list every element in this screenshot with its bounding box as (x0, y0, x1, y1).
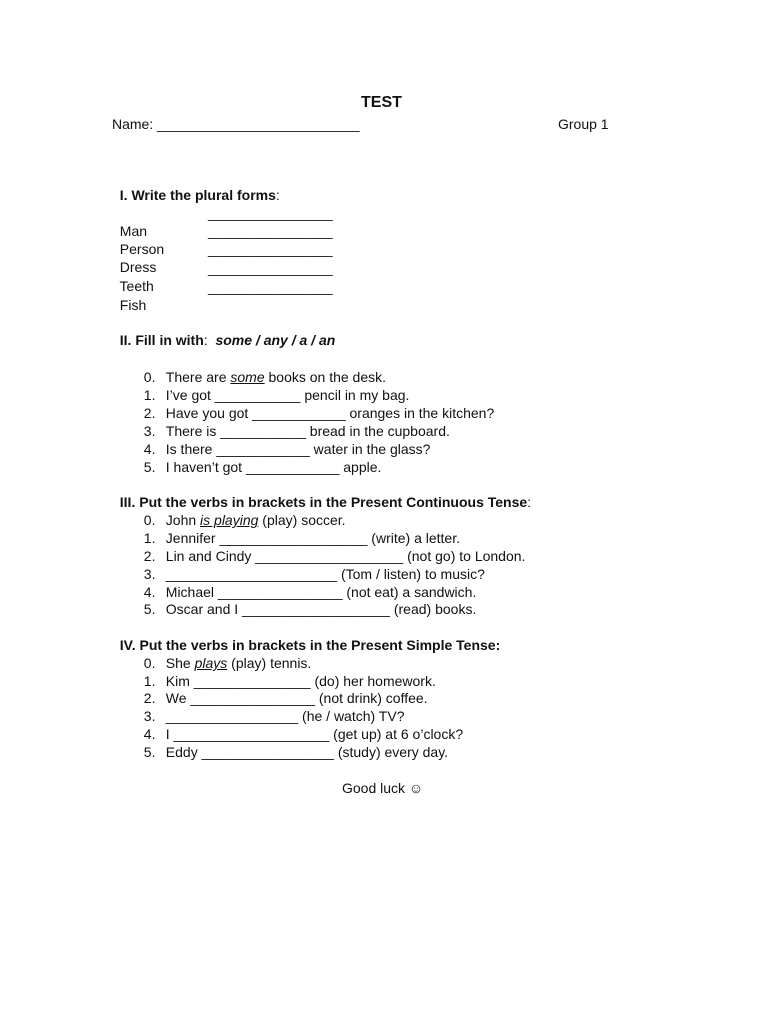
word-label: Teeth (119, 278, 154, 294)
word-label: Dress (119, 259, 157, 275)
group-label: Group 1 (558, 116, 609, 132)
item-number: 2. (143, 548, 156, 564)
exercise-item (136, 725, 448, 761)
section-1-heading (112, 168, 280, 204)
example-answer: is playing (200, 512, 259, 528)
item-number: 1. (143, 530, 156, 546)
section-4-title: IV. Put the verbs in brackets in the Present Simple Tense: (119, 637, 501, 653)
example-before: She (165, 655, 195, 671)
section-2-colon: : (203, 332, 216, 348)
item-text: I’ve got ___________ pencil in my bag. (165, 387, 410, 403)
item-text: ______________________ (Tom / listen) to music? (165, 566, 485, 582)
item-text: We ________________ (not drink) coffee. (165, 690, 428, 706)
item-text: Eddy _________________ (study) every day. (165, 744, 449, 760)
item-number: 3. (143, 708, 156, 724)
item-number: 1. (143, 387, 156, 403)
section-2-title: II. Fill in with (119, 332, 204, 348)
item-number: 1. (143, 673, 156, 689)
word-blank: ________________ (208, 279, 333, 295)
example-after: books on the desk. (264, 369, 387, 385)
section-1-colon: : (275, 187, 280, 203)
example-answer: plays (194, 655, 228, 671)
item-text: Oscar and I ___________________ (read) books. (165, 601, 477, 617)
item-text: _________________ (he / watch) TV? (165, 708, 405, 724)
item-text: Kim _______________ (do) her homework. (165, 673, 436, 689)
item-text: There is ___________ bread in the cupboard. (165, 423, 450, 439)
item-number: 0. (143, 369, 156, 385)
example-before: John (165, 512, 201, 528)
section-2-heading (112, 313, 335, 349)
example-before: There are (165, 369, 231, 385)
word-blank: ________________ (208, 205, 333, 221)
closing-note: Good luck ☺ (342, 780, 424, 796)
section-3-colon: : (527, 494, 532, 510)
example-after: (play) soccer. (258, 512, 346, 528)
word-label: Fish (119, 297, 147, 313)
item-number: 5. (143, 459, 156, 475)
word-label: Man (119, 223, 148, 239)
page-title: TEST (361, 94, 402, 111)
item-number: 4. (143, 441, 156, 457)
exercise-item (136, 582, 476, 618)
word-blank: ________________ (208, 260, 333, 276)
item-number: 4. (143, 584, 156, 600)
item-text: Lin and Cindy ___________________ (not go) to London. (165, 548, 526, 564)
item-text: Have you got ____________ oranges in the kitchen? (165, 405, 495, 421)
item-text: I haven’t got ____________ apple. (165, 459, 382, 475)
word-row (112, 278, 146, 314)
item-number: 5. (143, 601, 156, 617)
example-after: (play) tennis. (227, 655, 312, 671)
item-text: Is there ____________ water in the glass? (165, 441, 431, 457)
item-number: 4. (143, 726, 156, 742)
word-blank: ________________ (208, 223, 333, 239)
section-3-title: III. Put the verbs in brackets in the Present Continuous Tense (119, 494, 528, 510)
word-blank: ________________ (208, 241, 333, 257)
section-2-options: some / any / a / an (215, 332, 336, 348)
item-number: 5. (143, 744, 156, 760)
item-text: Jennifer ___________________ (write) a letter. (165, 530, 460, 546)
item-text: Michael ________________ (not eat) a sandwich. (165, 584, 477, 600)
name-line: Name: __________________________ (112, 116, 360, 132)
item-text: I ____________________ (get up) at 6 o’clock? (165, 726, 464, 742)
item-number: 3. (143, 566, 156, 582)
exercise-item (136, 440, 381, 476)
item-number: 0. (143, 512, 156, 528)
item-number: 0. (143, 655, 156, 671)
item-number: 2. (143, 690, 156, 706)
example-answer: some (230, 369, 265, 385)
section-1-title: I. Write the plural forms (119, 187, 276, 203)
item-number: 3. (143, 423, 156, 439)
word-label: Person (119, 241, 165, 257)
item-number: 2. (143, 405, 156, 421)
